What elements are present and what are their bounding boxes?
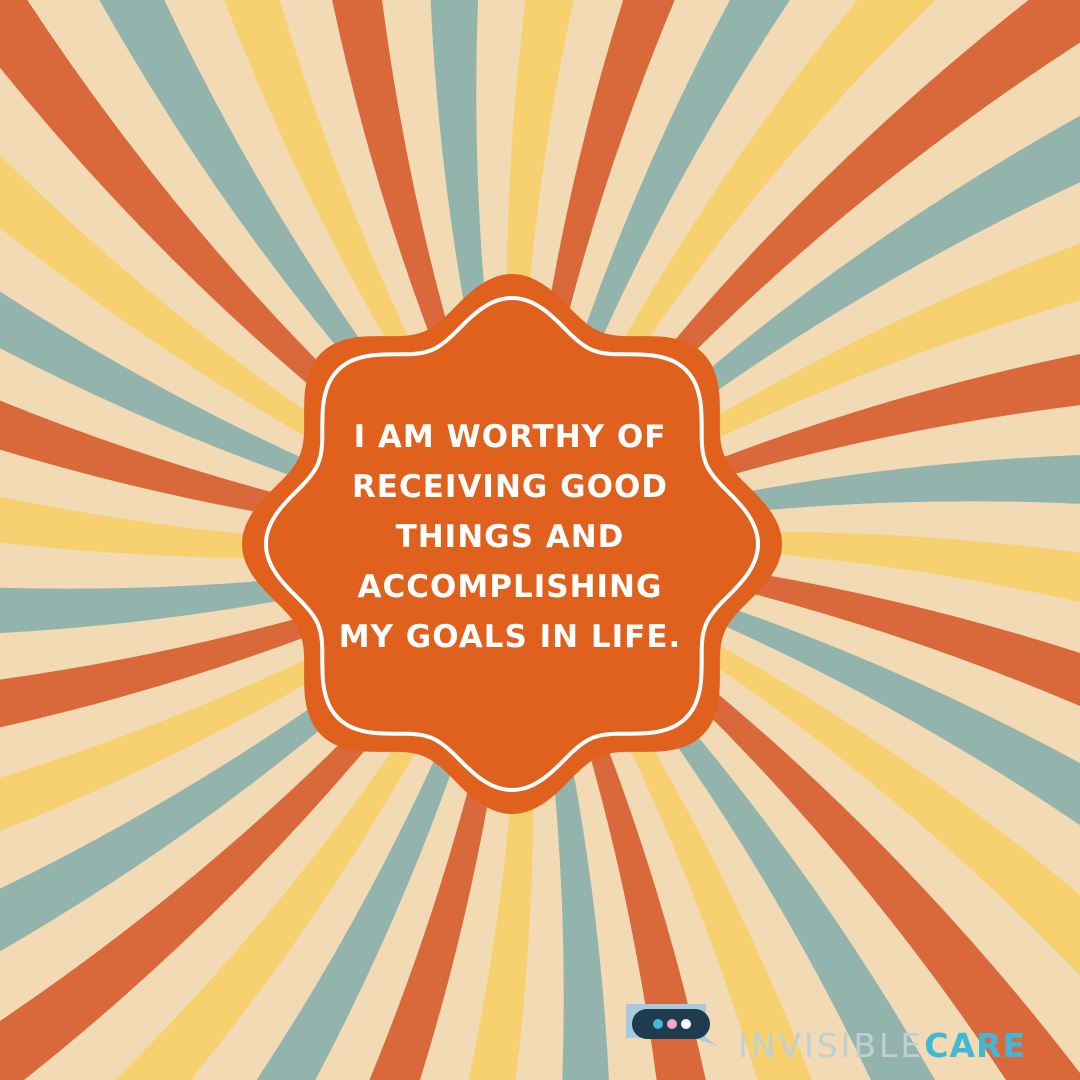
brand-name <box>738 1026 1026 1066</box>
affirmation-line: I AM WORTHY OF <box>353 419 667 455</box>
affirmation-line: THINGS AND <box>395 519 625 555</box>
brand-logo <box>620 996 1072 1070</box>
affirmation-line: RECEIVING GOOD <box>351 469 669 505</box>
affirmation-line: ACCOMPLISHING <box>357 569 663 605</box>
chat-bubble-icon <box>622 1000 722 1048</box>
brand-name-care: CARE <box>924 1026 1026 1065</box>
affirmation-line: MY GOALS IN LIFE. <box>338 619 682 655</box>
brand-name-invisible: INVISIBLE <box>738 1026 925 1065</box>
affirmation-text <box>330 412 690 662</box>
